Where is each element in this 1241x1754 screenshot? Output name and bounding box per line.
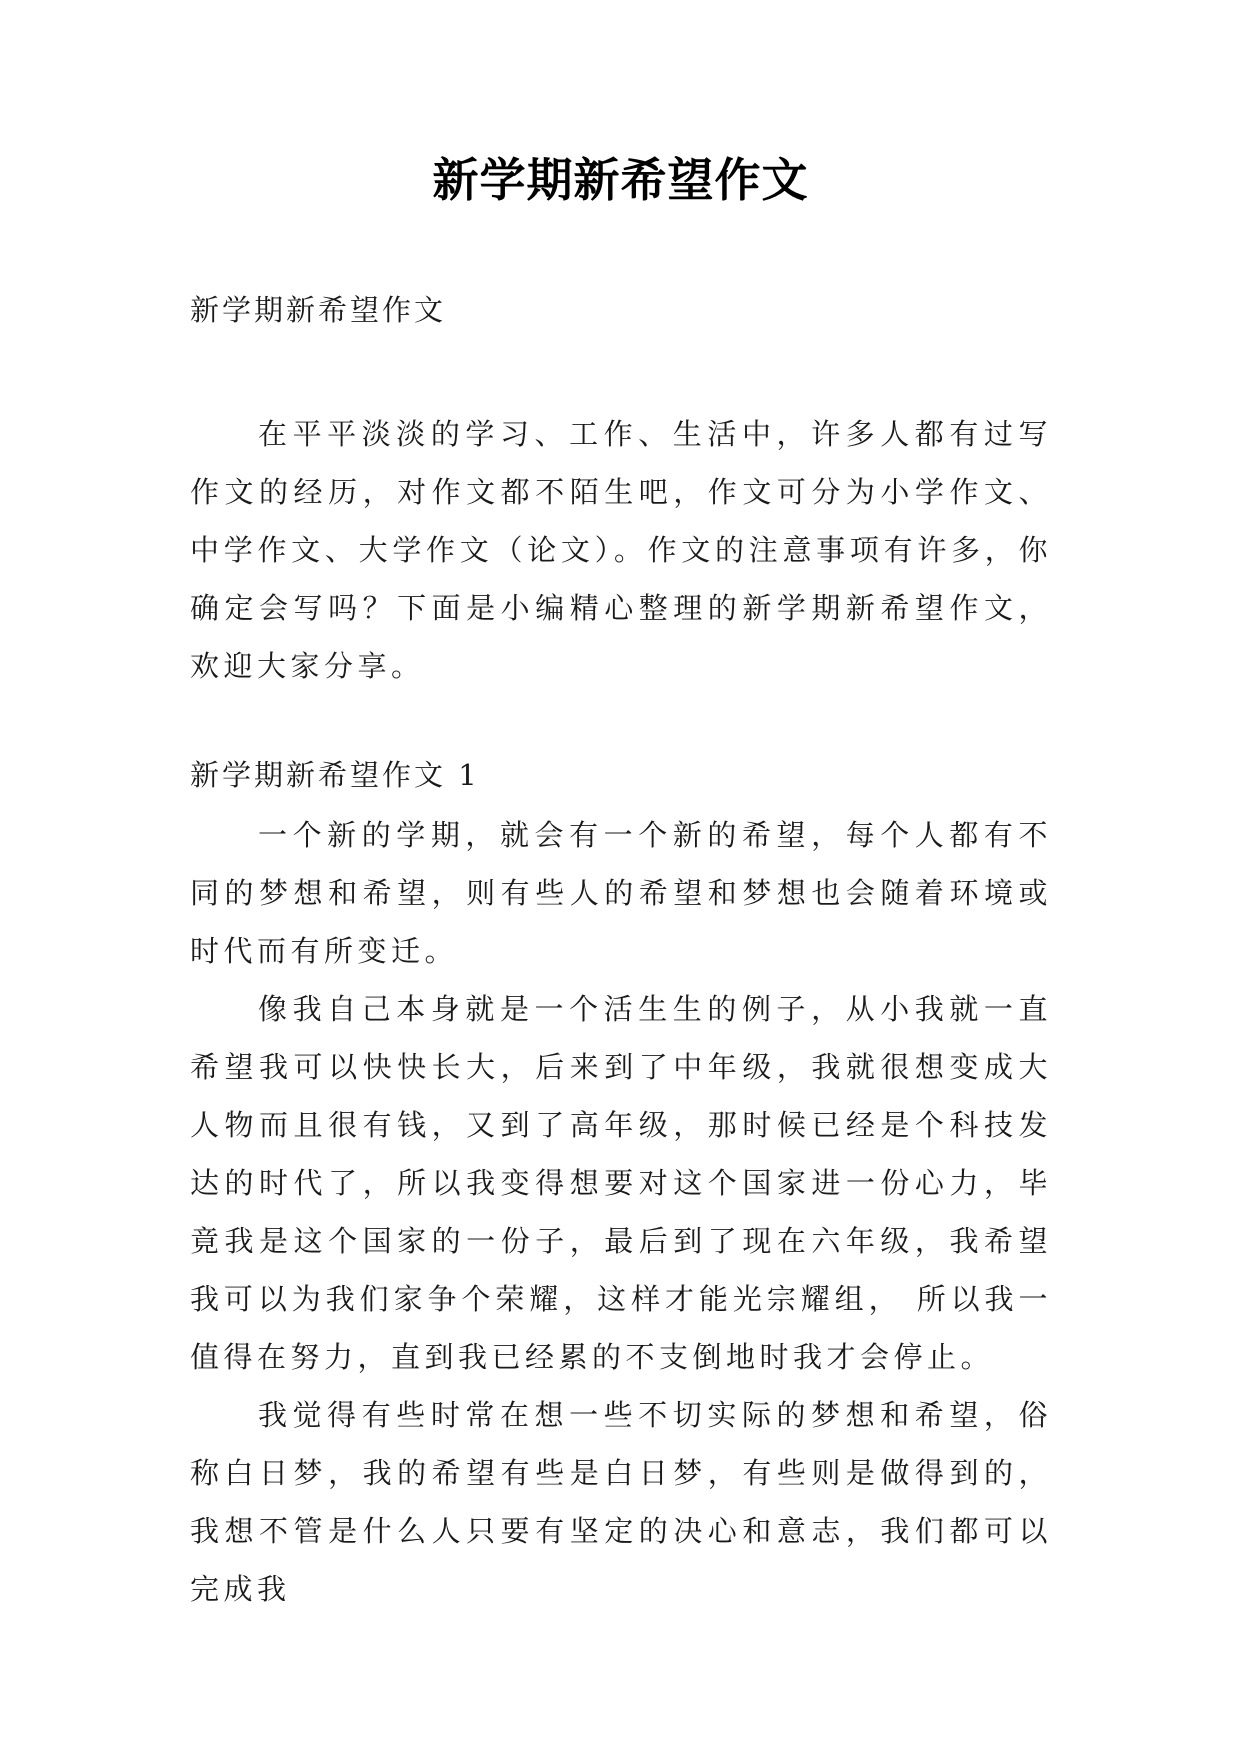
section-body xyxy=(190,806,1052,1618)
intro-section xyxy=(190,405,1052,695)
section-heading: 新学期新希望作文 1 xyxy=(190,758,480,792)
body-paragraph: 像我自己本身就是一个活生生的例子，从小我就一直希望我可以快快长大，后来到了中年级，我就很想变成大人物而且很有钱，又到了高年级，那时候已经是个科技发达的时代了，所以我变得想要对这个国家进一份心力，毕竟我是这个国家的一份子，最后到了现在六年级，我希望我可以为我们家争个荣耀，这样才能光宗耀组， 所以我一值得在努力，直到我已经累的不支倒地时我才会停止。 xyxy=(190,992,1052,1374)
intro-paragraph: 在平平淡淡的学习、工作、生活中，许多人都有过写作文的经历，对作文都不陌生吧，作文可分为小学作文、中学作文、大学作文（论文）。作文的注意事项有许多，你确定会写吗？下面是小编精心整理的新学期新希望作文，欢迎大家分享。 xyxy=(190,417,1052,683)
body-paragraph: 我觉得有些时常在想一些不切实际的梦想和希望，俗称白日梦，我的希望有些是白日梦，有些则是做得到的，我想不管是什么人只要有坚定的决心和意志，我们都可以完成我 xyxy=(190,1398,1052,1606)
document-subtitle: 新学期新希望作文 xyxy=(190,293,447,327)
body-paragraph: 一个新的学期，就会有一个新的希望，每个人都有不同的梦想和希望，则有些人的希望和梦想也会随着环境或时代而有所变迁。 xyxy=(190,818,1052,968)
page-title: 新学期新希望作文 xyxy=(432,153,809,207)
